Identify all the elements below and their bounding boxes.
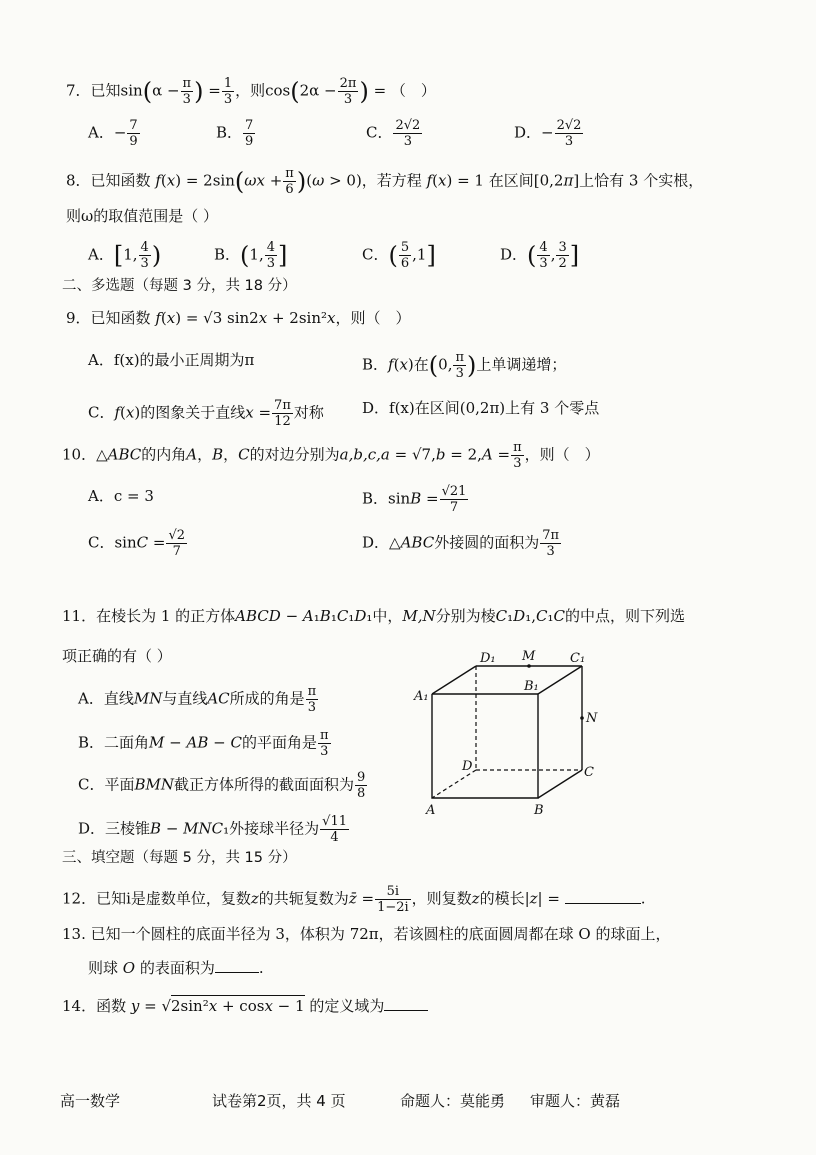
q11-option-a: A．直线MN与直线AC所成的角是 $\frac{\pi}{3}$ — [78, 684, 317, 715]
point-n — [580, 716, 584, 720]
q10-stem: 10．△ABC的内角A，B，C的对边分别为a,b,c,a = √7,b = 2,A = $\frac{\pi}{3}$ ，则（ ） — [62, 440, 600, 471]
q10-option-a: A．c = 3 — [88, 487, 154, 505]
q9-option-c: C．f(x)的图象关于直线x = $\frac{7\pi}{12}$ 对称 — [88, 398, 324, 429]
label-b1: B₁ — [524, 679, 539, 694]
q11-stem: 11．在棱长为 1 的正方体ABCD − A₁B₁C₁D₁中，M,N分别为棱C₁D₁,C₁C的中点，则下列选 — [62, 607, 685, 625]
q8-option-b: B．(1, $\frac{4}{3}$ ] — [214, 240, 288, 271]
label-c1: C₁ — [570, 651, 586, 666]
q12-answer-blank[interactable] — [565, 889, 641, 904]
q13-line2: 则球 O 的表面积为 . — [88, 959, 264, 977]
q11-stem-cont: 项正确的有（ ） — [62, 647, 172, 665]
front-face — [432, 694, 538, 798]
label-b: B — [534, 803, 544, 818]
q9-option-a: A．f(x)的最小正周期为π — [88, 351, 255, 369]
edge-bc — [538, 770, 582, 798]
q11-option-d: D．三棱锥B − MNC₁外接球半径为 $\frac{√11}{4}$ — [78, 814, 347, 845]
q10-option-b: B．sinB = $\frac{√21}{7}$ — [362, 484, 467, 515]
label-d1: D₁ — [480, 651, 496, 666]
q8-option-a: A．[1, $\frac{4}{3}$ ) — [88, 240, 162, 271]
footer-page: 试卷第2页，共 4 页 — [212, 1092, 346, 1110]
q7-option-a: A．− $\frac{7}{9}$ — [88, 118, 138, 149]
q8-stem: 8．已知函数 f(x) = 2sin(ωx + $\frac{\pi}{6}$ )(ω > 0)，若方程 f(x) = 1 在区间[0,2π]上恰有 3 个实根， — [66, 166, 704, 197]
section-multiple-choice: 二、多选题（每题 3 分，共 18 分） — [62, 278, 297, 294]
q7-option-d: D．− $\frac{2√2}{3}$ — [514, 118, 582, 149]
q9-option-d: D．f(x)在区间(0,2π)上有 3 个零点 — [362, 399, 600, 417]
point-m — [527, 664, 531, 668]
label-m: M — [522, 649, 536, 664]
q7-option-b: B． $\frac{7}{9}$ — [216, 118, 254, 149]
cube-figure — [410, 640, 610, 820]
q12-stem: 12．已知i是虚数单位，复数z的共轭复数为z̄ = $\frac{5i}{1-2i}$ ，则复数z的模长|z| = . — [62, 884, 646, 915]
q13-line1: 13. 已知一个圆柱的底面半径为 3，体积为 72π，若该圆柱的底面圆周都在球 O 的球面上， — [62, 925, 671, 943]
footer-author: 命题人：莫能勇 — [400, 1092, 506, 1110]
footer-subject: 高一数学 — [60, 1092, 121, 1110]
q10-option-c: C．sinC = $\frac{√2}{7}$ — [88, 528, 186, 559]
section-fill-blank: 三、填空题（每题 5 分，共 15 分） — [62, 850, 297, 866]
q8-option-d: D．( $\frac{4}{3}$ , $\frac{3}{2}$ ] — [500, 240, 580, 271]
label-d: D — [462, 759, 473, 774]
label-c: C — [584, 765, 594, 780]
q14-answer-blank[interactable] — [384, 996, 428, 1011]
q8-stem-cont: 则ω的取值范围是（ ） — [66, 207, 219, 225]
q7-stem: 7．已知sin(α − $\frac{\pi}{3}$ ) = $\frac{1}{3}$ ，则cos(2α − $\frac{2\pi}{3}$ ) = （ ） — [66, 76, 436, 107]
q9-stem: 9．已知函数 f(x) = √3 sin2x + 2sin²x，则（ ） — [66, 309, 411, 327]
edge-da — [432, 770, 476, 798]
q7-option-c: C． $\frac{2√2}{3}$ — [366, 118, 421, 149]
edge-b1c1 — [538, 666, 582, 694]
edge-a1d1 — [432, 666, 476, 694]
q11-option-c: C．平面BMN截正方体所得的截面面积为 $\frac{9}{8}$ — [78, 770, 366, 801]
footer-reviewer: 审题人：黄磊 — [530, 1092, 621, 1110]
q10-option-d: D．△ABC外接圆的面积为 $\frac{7\pi}{3}$ — [362, 528, 560, 559]
q13-answer-blank[interactable] — [215, 958, 259, 973]
label-a1: A₁ — [414, 689, 429, 704]
q14-stem: 14．函数 y = √2sin²x + cosx − 1 的定义域为 — [62, 996, 428, 1016]
q8-option-c: C．( $\frac{5}{6}$ ,1] — [362, 240, 436, 271]
label-n: N — [586, 711, 598, 726]
q11-option-b: B．二面角M − AB − C的平面角是 $\frac{\pi}{3}$ — [78, 728, 329, 759]
label-a: A — [426, 803, 436, 818]
q9-option-b: B．f(x)在(0, $\frac{\pi}{3}$ )上单调递增； — [362, 350, 567, 381]
